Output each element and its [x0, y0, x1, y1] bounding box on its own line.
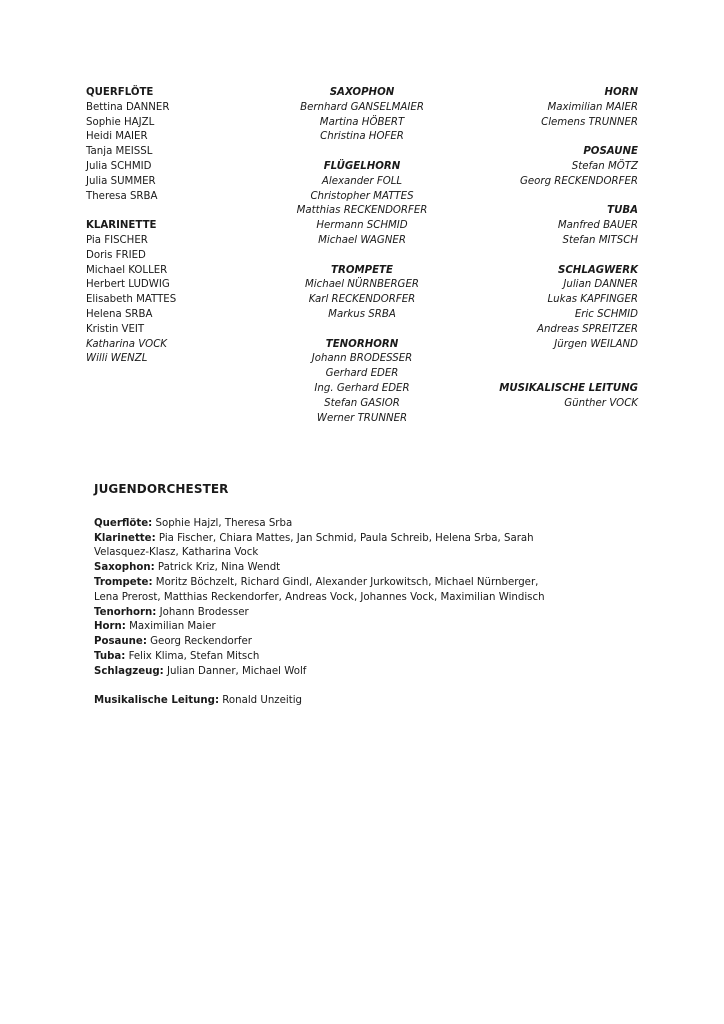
instrument-label: Schlagzeug:: [94, 665, 164, 677]
instrument-section: [262, 160, 462, 249]
member-name: Stefan MITSCH: [562, 234, 638, 246]
member-name: Willi WENZL: [86, 353, 148, 365]
section-title: TUBA: [607, 205, 638, 217]
member-name: Jürgen WEILAND: [554, 338, 638, 350]
member-name: Michael KOLLER: [86, 264, 168, 276]
section-title: KLARINETTE: [86, 220, 157, 232]
member-name: Andreas SPREITZER: [537, 323, 638, 335]
instrument-label: Klarinette:: [94, 532, 156, 544]
instrument-section: [438, 145, 638, 189]
instrument-section: [262, 338, 462, 427]
member-name: Julia SUMMER: [86, 175, 156, 187]
instrument-section: [86, 219, 286, 367]
jugend-leitung-name: Ronald Unzeitig: [222, 695, 303, 707]
member-names: Lena Prerost, Matthias Reckendorfer, Andreas Vock, Johannes Vock, Maximilian Windisch: [94, 591, 545, 603]
member-name: Tanja MEISSL: [86, 146, 153, 158]
member-name: Bettina DANNER: [86, 101, 170, 113]
member-names: Pia Fischer, Chiara Mattes, Jan Schmid, Paula Schreib, Helena Srba, Sarah: [158, 532, 534, 544]
member-name: Clemens TRUNNER: [541, 116, 638, 128]
section-title: SAXOPHON: [329, 87, 395, 98]
jugend-row: [94, 635, 654, 650]
jugend-row: [94, 517, 654, 532]
instrument-label: Saxophon:: [94, 562, 155, 574]
section-title: QUERFLÖTE: [86, 87, 154, 98]
member-names: Patrick Kriz, Nina Wendt: [157, 562, 281, 574]
instrument-label: Tenorhorn:: [94, 606, 157, 618]
instrument-label: Querflöte:: [94, 517, 153, 529]
member-name: Hermann SCHMID: [316, 220, 408, 232]
right-column: [438, 86, 638, 426]
member-name: Helena SRBA: [86, 308, 153, 320]
jugendorchester-title: JUGENDORCHESTER: [94, 482, 229, 496]
member-name: Werner TRUNNER: [316, 412, 408, 424]
member-name: Christina HOFER: [320, 131, 404, 143]
instrument-section: [438, 86, 638, 130]
instrument-label: Tuba:: [94, 650, 126, 662]
member-names: Julian Danner, Michael Wolf: [167, 665, 307, 677]
section-title: TROMPETE: [331, 264, 393, 276]
jugendorchester-list: [94, 517, 654, 680]
instrument-label: Posaune:: [94, 636, 147, 648]
member-name: Pia FISCHER: [86, 234, 148, 246]
jugend-row: [94, 606, 654, 621]
member-name: Georg RECKENDORFER: [520, 175, 638, 187]
left-column: [86, 86, 286, 382]
instrument-section: [86, 86, 286, 204]
leitung-section: [438, 382, 638, 412]
jugend-row: [94, 546, 654, 561]
section-title: POSAUNE: [583, 146, 638, 158]
section-title: SCHLAGWERK: [557, 264, 638, 276]
member-names: Moritz Böchzelt, Richard Gindl, Alexander Jurkowitsch, Michael Nürnberger,: [155, 576, 539, 588]
member-name: Stefan MÖTZ: [571, 160, 638, 172]
section-title: TENORHORN: [325, 338, 399, 350]
instrument-label: Trompete:: [94, 576, 153, 588]
member-name: Manfred BAUER: [557, 220, 638, 232]
jugendorchester-section: [94, 482, 654, 709]
spacer: [438, 367, 638, 382]
member-name: Martina HÖBERT: [319, 116, 405, 128]
member-name: Christopher MATTES: [310, 190, 414, 202]
jugend-row: [94, 650, 654, 665]
member-name: Michael NÜRNBERGER: [305, 279, 419, 291]
member-name: Theresa SRBA: [86, 190, 158, 202]
member-name: Sophie HAJZL: [86, 116, 155, 128]
member-name: Alexander FOLL: [321, 175, 403, 187]
member-names: Maximilian Maier: [129, 621, 216, 633]
jugend-row: [94, 591, 654, 606]
member-name: Heidi MAIER: [86, 131, 148, 143]
member-names: Johann Brodesser: [159, 606, 249, 618]
jugend-row: [94, 665, 654, 680]
jugend-row: [94, 576, 654, 591]
member-name: Herbert LUDWIG: [86, 279, 170, 291]
member-name: Maximilian MAIER: [547, 101, 638, 113]
member-names: Sophie Hajzl, Theresa Srba: [155, 517, 293, 529]
member-name: Katharina VOCK: [86, 338, 167, 350]
jugend-row: [94, 561, 654, 576]
member-name: Markus SRBA: [328, 308, 396, 320]
leitung-name: Günther VOCK: [564, 397, 638, 409]
instrument-section: [262, 264, 462, 323]
instrument-section: [438, 204, 638, 248]
member-name: Karl RECKENDORFER: [308, 294, 416, 306]
member-name: Julia SCHMID: [86, 160, 152, 172]
member-names: Felix Klima, Stefan Mitsch: [128, 650, 260, 662]
member-name: Stefan GASIOR: [324, 397, 400, 409]
instrument-section: [438, 264, 638, 353]
member-name: Michael WAGNER: [318, 234, 406, 246]
member-name: Bernhard GANSELMAIER: [300, 101, 424, 113]
jugend-row: [94, 532, 654, 547]
section-title: FLÜGELHORN: [323, 160, 401, 172]
member-name: Ing. Gerhard EDER: [314, 382, 410, 394]
member-name: Julian DANNER: [563, 279, 638, 291]
jugend-leitung: [94, 694, 654, 709]
leitung-title: MUSIKALISCHE LEITUNG: [499, 382, 638, 394]
member-names: Velasquez-Klasz, Katharina Vock: [94, 547, 259, 559]
middle-column: [262, 86, 462, 441]
member-name: Eric SCHMID: [574, 308, 638, 320]
member-name: Doris FRIED: [86, 249, 146, 261]
jugend-row: [94, 620, 654, 635]
member-name: Kristin VEIT: [86, 323, 145, 335]
jugend-leitung-label: Musikalische Leitung:: [94, 695, 220, 707]
section-title: HORN: [604, 87, 638, 98]
member-name: Lukas KAPFINGER: [547, 294, 638, 306]
member-name: Matthias RECKENDORFER: [296, 205, 428, 217]
instrument-label: Horn:: [94, 621, 126, 633]
member-name: Elisabeth MATTES: [86, 294, 177, 306]
member-name: Johann BRODESSER: [311, 353, 413, 365]
member-name: Gerhard EDER: [325, 368, 399, 380]
instrument-section: [262, 86, 462, 145]
member-names: Georg Reckendorfer: [150, 636, 252, 648]
